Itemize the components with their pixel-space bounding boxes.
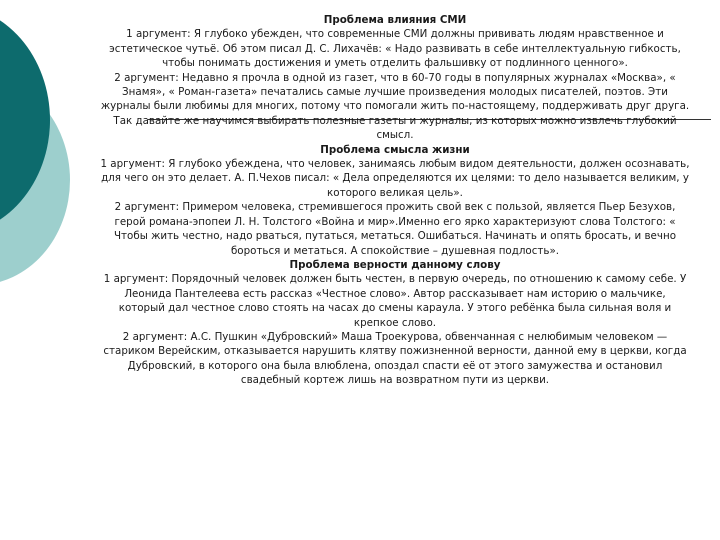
argument-paragraph: 2 аргумент: Примером человека, стремившегося прожить свой век с пользой, является Пьер Безухов, герой романа-эпопеи Л. Н. Толстого «Война и мир».Именно его ярко характеризуют слова Толстого: « Чтобы жить честно, надо рваться, путаться, метаться. Ошибаться. Начинать и опять бросать, и вечно бороться и метаться. А спокойствие – душевная подлость».: [113, 201, 676, 257]
section-title-keeping-word: Проблема верности данному слову: [289, 258, 501, 271]
argument-paragraph: 1 аргумент: Я глубоко убежден, что современные СМИ должны прививать людям нравственное и эстетическое чутьё. Об этом писал Д. С. Лихачёв: « Надо развивать в себе интеллектуальную гибкость, чтобы понимать достижения и уметь отделить фальшивку от подлинного ценного».: [109, 28, 681, 70]
argument-paragraph: 2 аргумент: Недавно я прочла в одной из газет, что в 60-70 годы в популярных журналах «Москва», « Знамя», « Роман-газета» печатались самые лучшие произведения молодых писателей, поэтов. Эти журналы были любимы для многих, потому что помогали жить по-настоящему, поддерживать друг друга. Так давайте же научимся выбирать полезные газеты и журналы, из которых можно извлечь глубокий смысл.: [100, 71, 690, 142]
slide-content: [100, 13, 690, 388]
argument-paragraph: 1 аргумент: Порядочный человек должен быть честен, в первую очередь, по отношению к самому себе. У Леонида Пантелеева есть рассказ «Честное слово». Автор рассказывает нам историю о мальчике, который дал честное слово стоять на часах до смены караула. У этого ребёнка была сильная воля и крепкое слово.: [103, 273, 687, 329]
argument-paragraph: 2 аргумент: А.С. Пушкин «Дубровский» Маша Троекурова, обвенчанная с нелюбимым человеком — стариком Верейским, отказывается нарушить клятву пожизненной верности, данной ему в церкви, когда Дубровский, в которого она была влюблена, опоздал спасти её от этого замужества и остановил свадебный кортеж лишь на возвратном пути из церкви.: [103, 330, 687, 387]
section-title-media: Проблема влияния СМИ: [323, 14, 467, 26]
argument-paragraph: 1 аргумент: Я глубоко убеждена, что человек, занимаясь любым видом деятельности, должен осознавать, для чего он это делает. А. П.Чехов писал: « Дела определяются их целями: то дело называется великим, у которого великая цель».: [100, 158, 690, 199]
decorative-circles: [0, 0, 80, 300]
section-title-meaning-of-life: Проблема смысла жизни: [320, 143, 470, 156]
